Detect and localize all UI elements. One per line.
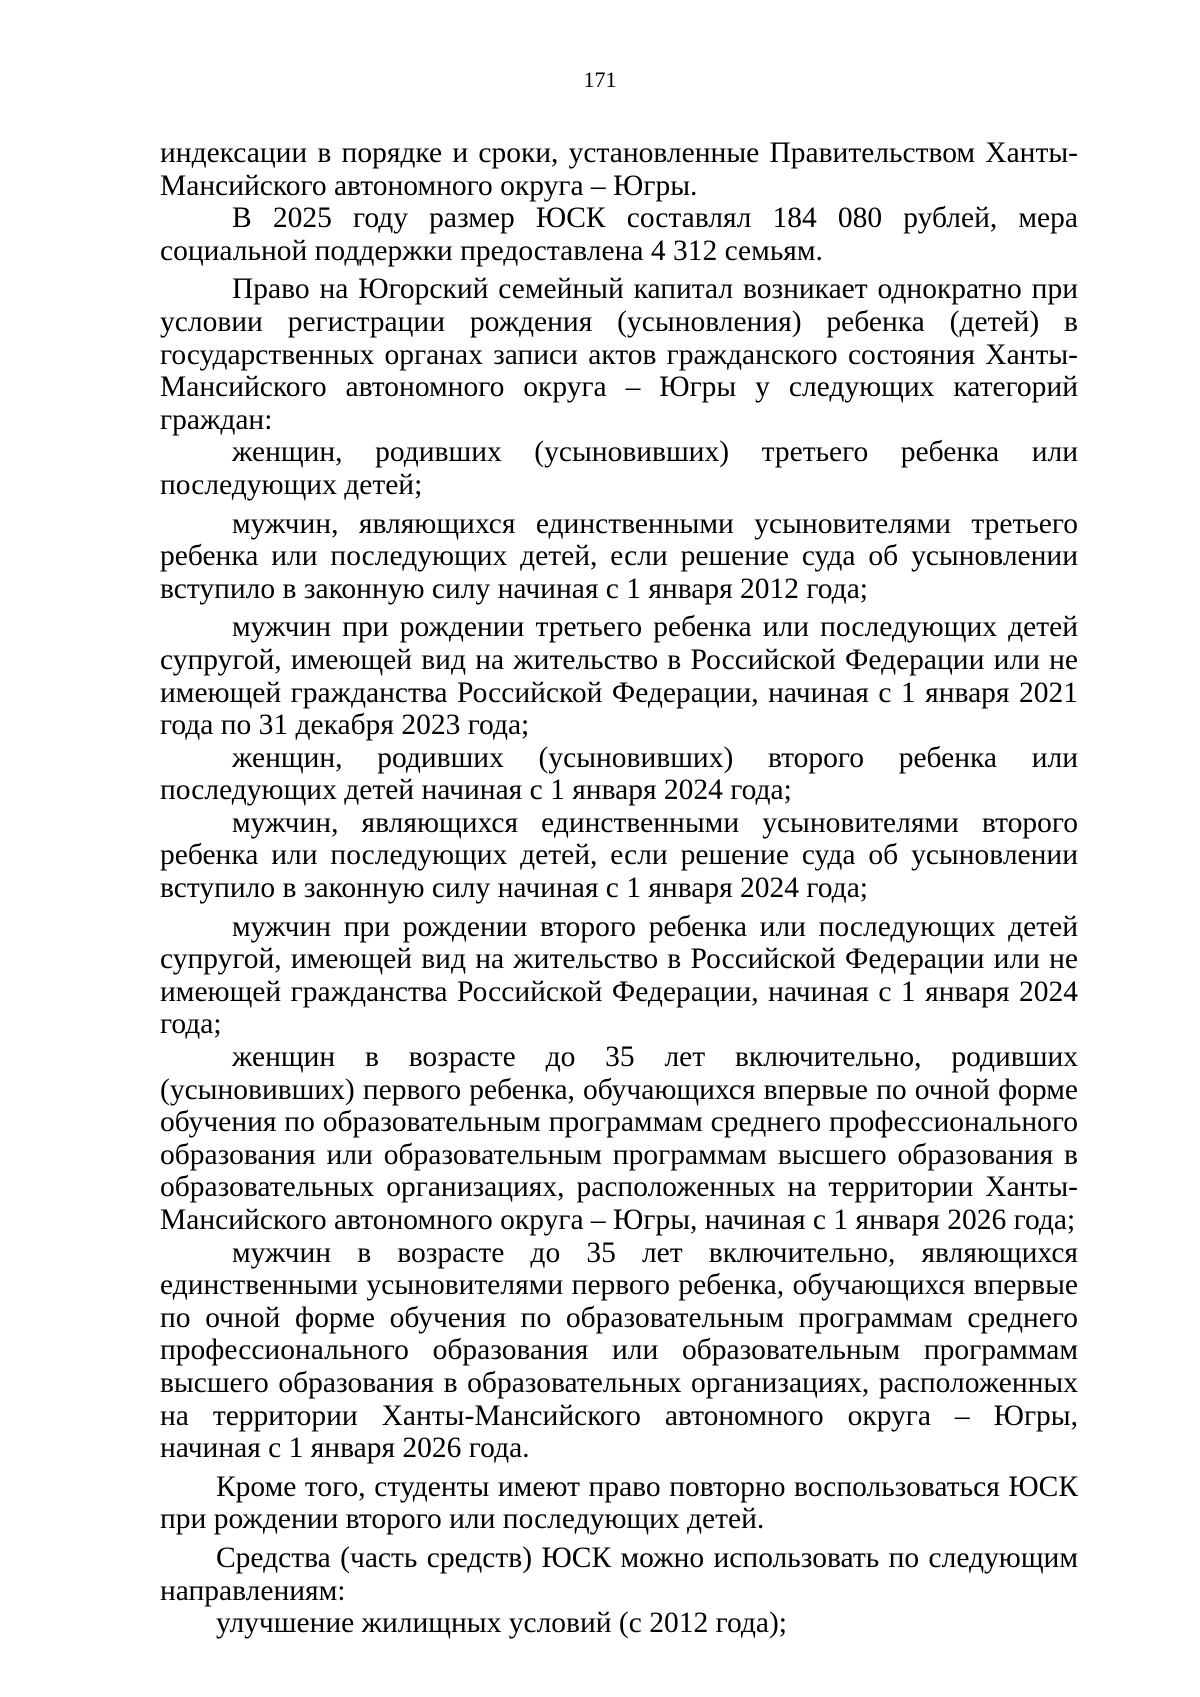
list-item-housing: улучшение жилищных условий (с 2012 года); [216,1607,787,1640]
list-item-men-spouse-third-child: мужчин при рождении третьего ребенка или последующих детей супругой, имеющей вид на жительство в Российской Федерации или не имеющей гражданства Российской Федерации, начиная с 1 января 2021 года по 31 декабря 2023 года; [160,611,1078,742]
list-item-men-spouse-second-child: мужчин при рождении второго ребенка или последующих детей супругой, имеющей вид на жительство в Российской Федерации или не имеющей гражданства Российской Федерации, начиная с 1 января 2024 года; [160,910,1078,1041]
document-body [160,137,1078,1640]
list-item-women-second-child: женщин, родивших (усыновивших) второго ребенка или последующих детей начиная с 1 января 2024 года; [160,741,1078,807]
list-item-women-students-first-child: женщин в возрасте до 35 лет включительно, родивших (усыновивших) первого ребенка, обучающихся впервые по очной форме обучения по образовательным программам среднего профессионального образования или образовательным программам высшего образования в образовательных организациях, расположенных на территории Ханты-Мансийского автономного округа – Югры, начиная с 1 января 2026 года; [160,1041,1078,1236]
paragraph-2025-amount: В 2025 году размер ЮСК составлял 184 080 рублей, мера социальной поддержки предоставлена 4 312 семьям. [160,202,1078,267]
list-item-men-students-first-child: мужчин в возрасте до 35 лет включительно, являющихся единственными усыновителями первого ребенка, обучающихся впервые по очной форме обучения по образовательным программам среднего профессионального образования или образовательным программам высшего образования в образовательных организациях, расположенных на территории Ханты-Мансийского автономного округа – Югры, начиная с 1 января 2026 года. [160,1236,1078,1465]
list-item-men-adopters-third-child: мужчин, являющихся единственными усыновителями третьего ребенка или последующих детей, если решение суда об усыновлении вступило в законную силу начиная с 1 января 2012 года; [160,507,1078,605]
paragraph-students-repeat: Кроме того, студенты имеют право повторно воспользоваться ЮСК при рождении второго или последующих детей. [160,1470,1078,1536]
paragraph-indexation: индексации в порядке и сроки, установленные Правительством Ханты-Мансийского автономного округа – Югры. [160,137,1078,202]
list-item-women-third-child: женщин, родивших (усыновивших) третьего ребенка или последующих детей; [160,436,1078,501]
paragraph-right-conditions: Право на Югорский семейный капитал возникает однократно при условии регистрации рождения (усыновления) ребенка (детей) в государственных органах записи актов гражданского состояния Ханты-Мансийского автономного округа – Югры у следующих категорий граждан: [160,273,1078,436]
paragraph-usage-directions: Средства (часть средств) ЮСК можно использовать по следующим направлениям: [160,1541,1078,1607]
list-item-men-adopters-second-child: мужчин, являющихся единственными усыновителями второго ребенка или последующих детей, если решение суда об усыновлении вступило в законную силу начиная с 1 января 2024 года; [160,806,1078,905]
page-number: 171 [583,67,617,92]
